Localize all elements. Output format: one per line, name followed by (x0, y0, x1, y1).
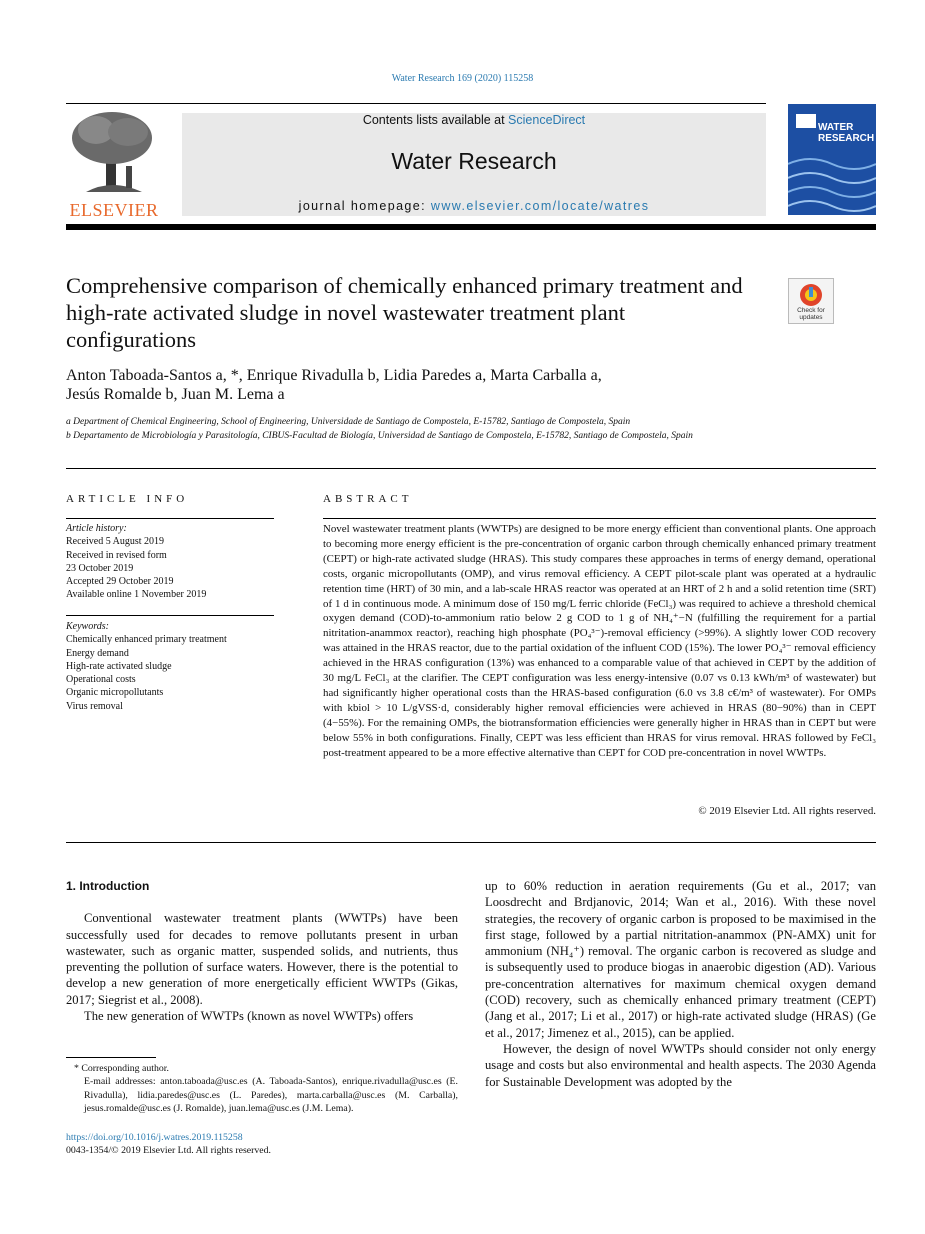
body-column-right (485, 878, 876, 1090)
abstract-rule (323, 518, 876, 519)
keyword-item: Energy demand (66, 647, 129, 659)
history-label: Article history: (66, 523, 127, 534)
article-info-heading: ARTICLE INFO (66, 493, 189, 505)
keywords-label: Keywords: (66, 621, 109, 632)
body-paragraph: Conventional wastewater treatment plants (WWTPs) have been successfully used for decades to remove pollutants present in urban wastewater, such as organic matter, suspended solids, and nutrients, thus preventing the pollution of surface waters. However, there is the potential to develop a new generation of more energetically efficient WWTPs (Gikas, 2017; Siegrist et al., 2008). (66, 911, 458, 1007)
cover-wave-graphic (788, 144, 876, 215)
keyword-item: Organic micropollutants (66, 687, 164, 699)
doi-block (66, 1131, 458, 1158)
history-item: 23 October 2019 (66, 562, 134, 574)
iwa-logo-icon (796, 114, 816, 128)
journal-reference[interactable]: Water Research 169 (2020) 115258 (391, 73, 534, 84)
affiliation-rule (66, 468, 876, 469)
journal-cover[interactable] (788, 104, 876, 215)
contents-line: Contents lists available at ScienceDirect (362, 113, 586, 127)
journal-title: Water Research (391, 148, 557, 174)
cover-title-line1: WATER (818, 122, 854, 133)
abstract-bottom-rule (66, 842, 876, 843)
corresponding-author-note: * Corresponding author. (74, 1063, 169, 1074)
elsevier-logo[interactable] (66, 108, 162, 220)
body-paragraph: up to 60% reduction in aeration requirements (Gu et al., 2017; van Loosdrecht and Brdjanovic, 2014; Wan et al., 2016). With these novel strategies, the recovery of organic carbon is proposed to be maximised in the first stage, followed by a partial nitritation-anammox (PN-AMX) unit for ammonium (NH₄⁺) removal. The organic carbon is recovered as sludge and is subsequently used to produce biogas in anaerobic digestion (AD). Various pre-concentration alternatives for maximum chemical oxygen demand (COD) recovery, such as chemically enhanced primary treatment (CEPT) (Jang et al., 2017; Li et al., 2017) or high-rate activated sludge (HRAS) (Ge et al., 2017; Jimenez et al., 2015), can be applied. (485, 879, 876, 1040)
keywords-rule (66, 615, 274, 616)
footnote-rule (66, 1057, 156, 1058)
abstract-text: Novel wastewater treatment plants (WWTPs) are designed to be more energy efficient than conventional plants. One approach to becoming more energy efficient is the pre-concentration of organic carbon through chemically enhanced primary treatment (CEPT) or high-rate activated sludge (HRAS). This study compares these approaches in terms of energy demand, operational costs, organic micropollutants (OMP), and virus removal efficiency. A CEPT pilot-scale plant was operated at a hydraulic retention time (HRT) of 30 min, and a lab-scale HRAS reactor was operated at an HRT of 2 h and a solid retention time (SRT) of 1 d in continuous mode. A minimum dose of 150 mg/L ferric chloride (FeCl₃) was required to achieve a threshold chemical oxygen demand (COD)-to-ammonium ratio below 2 g COD to 1 g of NH₄⁺−N (fulfilling the requirement for a partial nitritation-anammox reactor), reaching high phosphate (PO₄³⁻)-removal efficiency (>99%). A slightly lower COD recovery was attained in the HRAS reactor, due to the partial oxidation of the influent COD (15%). The lower PO₄³⁻ removal efficiency achieved in the HRAS configuration (13%) was enhanced to a comparable value of that achieved in CEPT by the addition of 30 mg/L FeCl₃ at the clarifier. The CEPT configuration was less energy-intensive (0.07 vs 0.13 kWh/m³ of wastewater) but had significantly higher operational costs than the HRAS-based configuration (6.0 vs 3.8 c€/m³ of wastewater). For OMPs with kbiol > 10 L/gVSS·d, considerably higher removal efficiencies were achieved in HRAS (80−90%) than in CEPT (4−55%). For the remaining OMPs, the biotransformation efficiencies were generally higher in HRAS than in CEPT but were below 55% in both configurations. Finally, CEPT was less efficient than HRAS for virus removal. HRAS followed by FeCl₃ post-treatment appeared to be a more effective alternative than CEPT for COD pre-concentration in novel WWTPs. (323, 523, 876, 759)
history-item: Available online 1 November 2019 (66, 589, 207, 601)
check-for-updates-button[interactable] (788, 278, 834, 324)
keyword-item: Chemically enhanced primary treatment (66, 634, 227, 646)
affiliations (66, 416, 766, 443)
affiliation-b: b Departamento de Microbiología y Parasitología, CIBUS-Facultad de Biología, Universidad de Santiago de Compostela, E-15782, Santiago de Compostela, Spain (66, 430, 693, 441)
footnote-block (66, 1062, 458, 1115)
homepage-link[interactable]: www.elsevier.com/locate/watres (430, 199, 650, 213)
check-updates-label: Check for updates (797, 307, 825, 321)
body-paragraph: The new generation of WWTPs (known as novel WWTPs) offers (84, 1009, 414, 1024)
keyword-item: Operational costs (66, 674, 136, 686)
cover-title-line2: RESEARCH (818, 133, 875, 144)
history-item: Accepted 29 October 2019 (66, 576, 174, 588)
sciencedirect-link[interactable]: ScienceDirect (508, 113, 586, 127)
issn-copyright: 0043-1354/© 2019 Elsevier Ltd. All rights reserved. (66, 1145, 271, 1157)
header-thick-rule (66, 224, 876, 230)
article-title: Comprehensive comparison of chemically enhanced primary treatment and high-rate activated sludge in novel wastewater treatment plant configurations (66, 273, 743, 352)
body-paragraph: However, the design of novel WWTPs should consider not only energy usage and costs but also environmental and health aspects. The 2030 Agenda for Sustainable Development was adopted by the (485, 1041, 876, 1089)
email-addresses: E-mail addresses: anton.taboada@usc.es (A. Taboada-Santos), enrique.rivadulla@usc.es (E. Rivadulla), lidia.paredes@usc.es (L. Paredes), marta.carballa@usc.es (M. Carballa), jesus.romalde@usc.es (J. Romalde), juan.lema@usc.es (J.M. Lema). (84, 1076, 458, 1114)
header-top-rule (66, 103, 766, 104)
article-info-rule (66, 518, 274, 519)
check-updates-icon (799, 283, 823, 307)
history-item: Received 5 August 2019 (66, 536, 165, 548)
article-history (66, 522, 274, 602)
abstract-copyright: © 2019 Elsevier Ltd. All rights reserved. (698, 805, 876, 817)
abstract-heading: ABSTRACT (323, 493, 413, 505)
keyword-item: High-rate activated sludge (66, 660, 172, 672)
authors-line-1: Anton Taboada-Santos a, *, Enrique Rivadulla b, Lidia Paredes a, Marta Carballa a, (66, 367, 602, 384)
body-column-left (66, 878, 458, 1024)
introduction-heading: 1. Introduction (66, 879, 150, 893)
keywords-list (66, 620, 274, 713)
history-item: Received in revised form (66, 549, 167, 561)
doi-link[interactable]: https://doi.org/10.1016/j.watres.2019.115258 (66, 1132, 243, 1143)
keyword-item: Virus removal (66, 700, 123, 712)
journal-homepage: journal homepage: www.elsevier.com/locate/watres (298, 199, 650, 213)
authors-line-2: Jesús Romalde b, Juan M. Lema a (66, 386, 285, 403)
elsevier-wordmark: ELSEVIER (69, 200, 159, 220)
affiliation-a: a Department of Chemical Engineering, School of Engineering, Universidade de Santiago de Compostela, E-15782, Santiago de Compostela, Spain (66, 417, 631, 427)
author-list (66, 366, 766, 404)
